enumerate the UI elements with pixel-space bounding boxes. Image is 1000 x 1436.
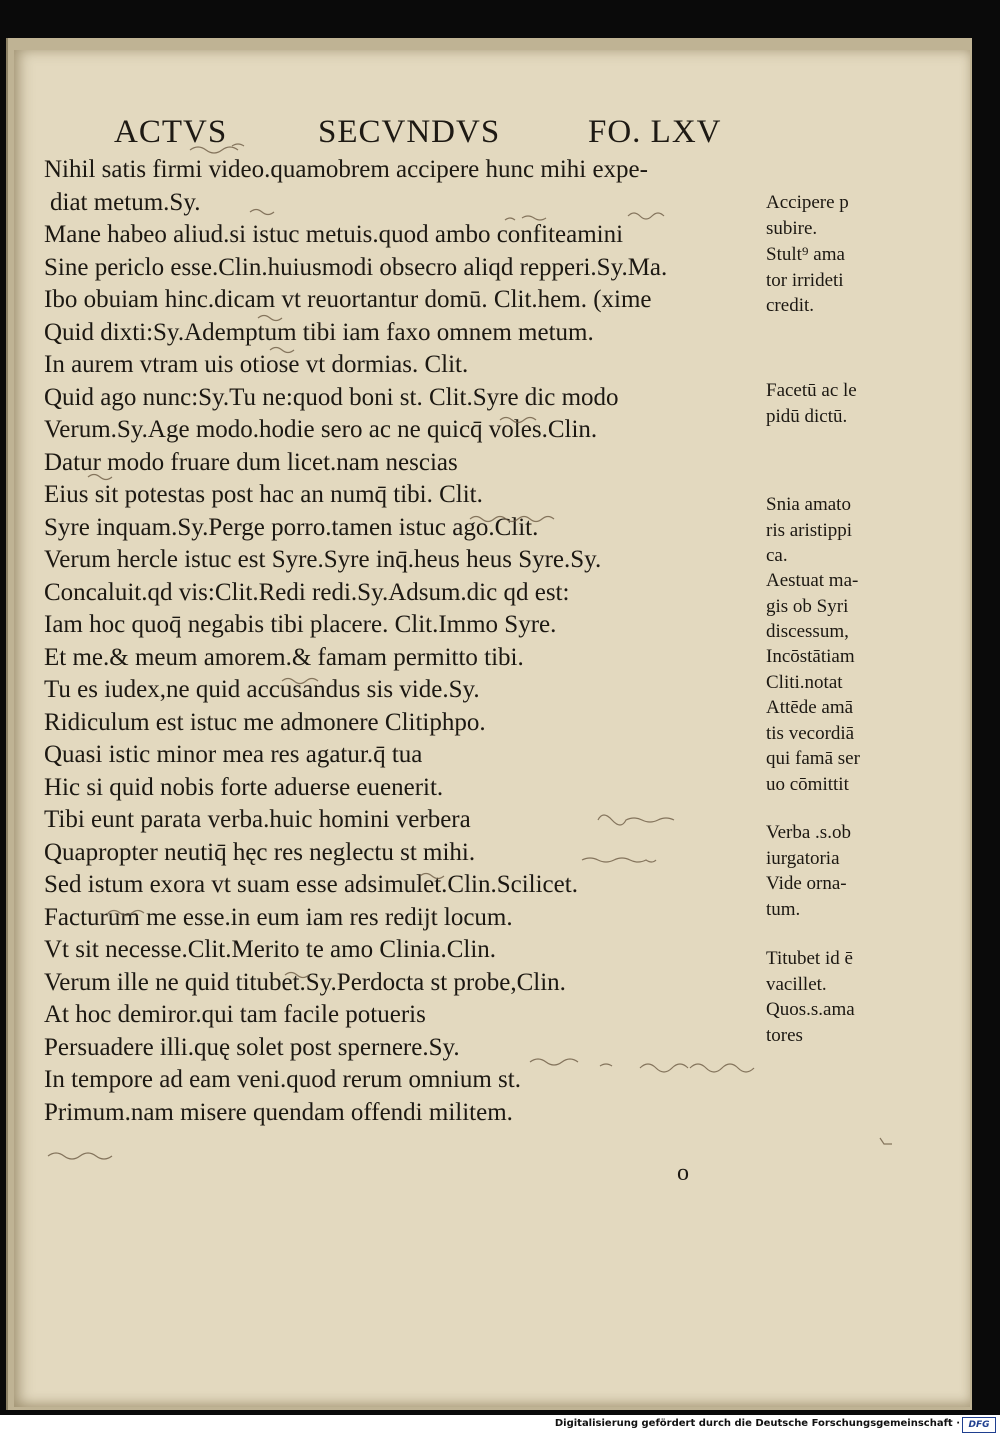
text-line: Persuadere illi.quę solet post spernere.Sy. (44, 1033, 460, 1061)
text-line: Mane habeo aliud.si istuc metuis.quod ambo confiteamini (44, 221, 624, 248)
footer-credit (554, 1416, 990, 1432)
text-line: In tempore ad eam veni.quod rerum omnium st. (44, 1066, 521, 1093)
text-line: Tu es iudex,ne quid accusandus sis vide.Sy. (44, 676, 480, 703)
margin-note-line: gis ob Syri (766, 595, 849, 617)
margin-note-line: Cliti.notat (766, 671, 843, 693)
margin-note-line: Vide orna- (766, 873, 847, 894)
text-line: Ridiculum est istuc me admonere Clitiphpo. (44, 708, 486, 736)
margin-note (766, 568, 894, 645)
margin-note-line: Verba .s.ob (766, 822, 851, 843)
text-line: Eius sit potestas post hac an numq̄ tibi. Clit. (44, 481, 483, 508)
margin-note-line: ca. (766, 545, 788, 566)
margin-note-line: qui famā ser (766, 748, 860, 769)
footer-text: Digitalisierung gefördert durch die Deutsche Forschungsgemeinschaft · (554, 1418, 960, 1429)
margin-note (766, 190, 894, 241)
text-line: Sed istum exora vt suam esse adsimulet.Clin.Scilicet. (44, 871, 578, 898)
text-line: Quasi istic minor mea res agatur.q̄ tua (44, 741, 423, 768)
text-line: Iam hoc quoq̄ negabis tibi placere. Clit.Immo Syre. (44, 611, 557, 638)
margin-note-line: tor irrideti (766, 269, 844, 291)
text-line: Sine periclo esse.Clin.huiusmodi obsecro aliqd repperi.Sy.Ma. (44, 253, 668, 281)
margin-note-line: Incōstātiam (766, 646, 855, 667)
text-line: Hic si quid nobis forte aduerse euenerit. (44, 773, 444, 801)
text-line: Quid dixti:Sy.Ademptum tibi iam faxo omnem metum. (44, 318, 594, 346)
text-line: Datur modo fruare dum licet.nam nescias (44, 448, 458, 476)
margin-note-line: Facetū ac le (766, 380, 857, 401)
margin-note (766, 820, 894, 922)
margin-note-line: Titubet id ē (766, 948, 853, 969)
text-line: Verum hercle istuc est Syre.Syre inq̄.heus heus Syre.Sy. (44, 546, 602, 573)
running-header (100, 114, 760, 154)
text-line: In aurem vtram uis otiose vt dormias. Clit. (44, 351, 469, 378)
margin-note-line: iurgatoria (766, 847, 840, 869)
text-line: Quapropter neutiq̄ hęc res neglectu st mihi. (44, 838, 476, 866)
text-line: At hoc demiror.qui tam facile potueris (44, 1001, 426, 1028)
text-line: Concaluit.qd vis:Clit.Redi redi.Sy.Adsum.dic qd est: (44, 578, 570, 606)
text-line: Quid ago nunc:Sy.Tu ne:quod boni st. Clit.Syre dic modo (44, 383, 619, 411)
header-scene: SECVNDVS (318, 114, 501, 150)
dfg-logo: DFG (962, 1417, 996, 1433)
margin-note (766, 378, 894, 429)
margin-note (766, 242, 894, 319)
margin-note-line: Snia amato (766, 494, 851, 515)
text-line: Vt sit necesse.Clit.Merito te amo Clinia.Clin. (44, 936, 497, 963)
text-line: Verum.Sy.Age modo.hodie sero ac ne quicq̄ voles.Clin. (44, 416, 598, 443)
margin-note-line: Quos.s.ama (766, 999, 855, 1020)
text-line: Nihil satis firmi video.quamobrem accipere hunc mihi expe- (44, 156, 648, 183)
header-act: ACTVS (114, 114, 228, 150)
margin-note-line: pidū dictū. (766, 405, 848, 427)
margin-note-line: subire. (766, 217, 818, 239)
text-line: Primum.nam misere quendam offendi militem. (44, 1098, 513, 1126)
margin-note-line: ris aristippi (766, 519, 853, 541)
text-line: diat metum.Sy. (50, 188, 201, 216)
text-line: Verum ille ne quid titubet.Sy.Perdocta st probe,Clin. (44, 968, 566, 996)
margin-note-line: discessum, (766, 621, 849, 642)
text-line: Ibo obuiam hinc.dicam vt reuortantur domū. Clit.hem. (xime (44, 286, 652, 313)
margin-note-line: tum. (766, 898, 801, 920)
text-line: Facturum me esse.in eum iam res redijt locum. (44, 903, 513, 931)
header-folio: FO. LXV (588, 114, 722, 150)
margin-note-line: Accipere p (766, 192, 849, 213)
margin-note-line: tis vecordiā (766, 722, 855, 744)
margin-note-line: uo cōmittit (766, 773, 849, 795)
margin-note (766, 695, 894, 797)
margin-note-line: Stult⁹ ama (766, 244, 845, 265)
text-line: Et me.& meum amorem.& famam permitto tibi. (44, 643, 524, 671)
margin-note-line: Aestuat ma- (766, 570, 859, 591)
margin-note (766, 492, 894, 569)
signature-mark: o (677, 1160, 689, 1186)
margin-note-line: Attēde amā (766, 697, 854, 718)
margin-note-line: credit. (766, 295, 815, 316)
margin-note-line: vacillet. (766, 973, 827, 995)
main-text-block (44, 154, 759, 1129)
text-line: Tibi eunt parata verba.huic homini verbera (44, 806, 471, 833)
margin-note-line: tores (766, 1024, 803, 1046)
margin-note (766, 946, 894, 1048)
margin-note (766, 644, 894, 695)
text-line: Syre inquam.Sy.Perge porro.tamen istuc ago.Clit. (44, 513, 539, 541)
